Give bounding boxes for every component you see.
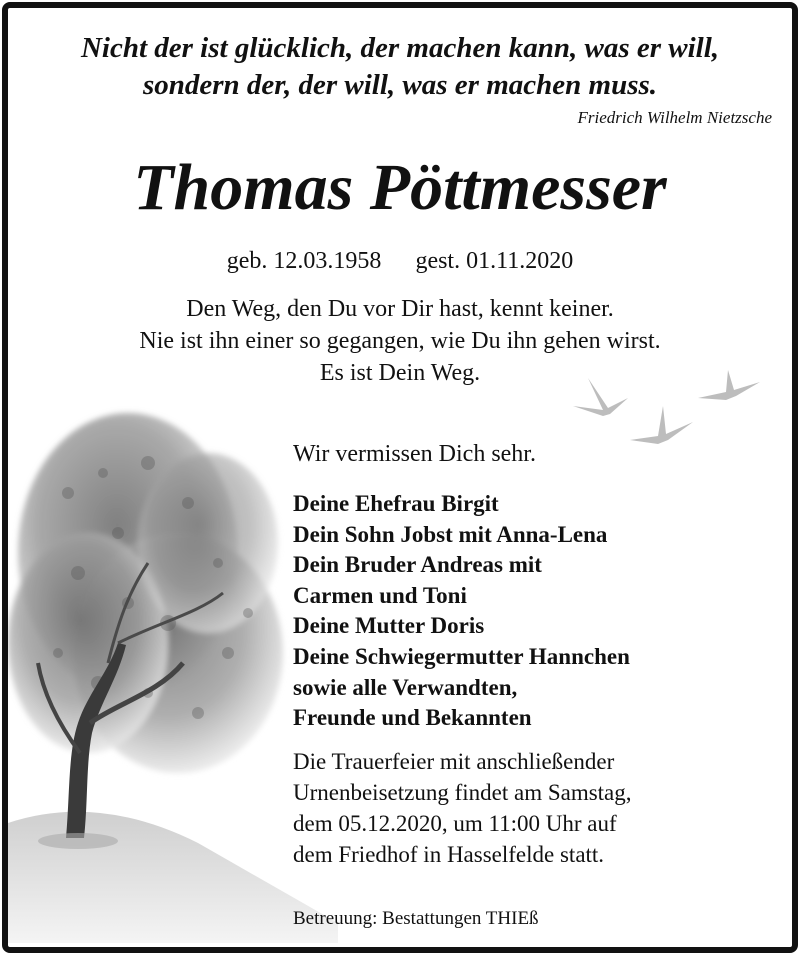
life-dates xyxy=(8,248,792,275)
funeral-line: dem Friedhof in Hasselfelde statt. xyxy=(293,842,605,867)
verse-line-3: Es ist Dein Weg. xyxy=(319,360,481,386)
funeral-home-credit: Betreuung: Bestattungen THIEß xyxy=(293,908,539,929)
mourner-line: Deine Mutter Doris xyxy=(293,613,485,639)
funeral-line: Urnenbeisetzung findet am Samstag, xyxy=(293,780,632,805)
deceased-name: Thomas Pöttmesser xyxy=(133,151,667,224)
tree-illustration xyxy=(8,393,338,943)
mourner-line: Carmen und Toni xyxy=(293,582,467,608)
death-date: gest. 01.11.2020 xyxy=(415,248,574,274)
quote-line-2: sondern der, der will, was er machen muss. xyxy=(142,69,658,101)
mourner-line: Dein Sohn Jobst mit Anna-Lena xyxy=(293,521,608,547)
mourners-intro: Wir vermissen Dich sehr. xyxy=(293,441,536,467)
funeral-info xyxy=(293,746,632,870)
mourner-line: Dein Bruder Andreas mit xyxy=(293,552,542,578)
mourner-line: Freunde und Bekannten xyxy=(293,705,532,731)
funeral-line: dem 05.12.2020, um 11:00 Uhr auf xyxy=(293,811,617,836)
mourner-line: Deine Ehefrau Birgit xyxy=(293,491,499,516)
verse-line-2: Nie ist ihn einer so gegangen, wie Du ihn gehen wirst. xyxy=(139,328,661,354)
mourners-list xyxy=(293,489,630,734)
birth-date: geb. 12.03.1958 xyxy=(226,248,382,274)
mourner-line: sowie alle Verwandten, xyxy=(293,674,518,700)
quote-line-1: Nicht der ist glücklich, der machen kann, was er will, xyxy=(80,32,720,64)
funeral-line: Die Trauerfeier mit anschließender xyxy=(293,749,615,774)
quote xyxy=(8,30,792,104)
mourner-line: Deine Schwiegermutter Hannchen xyxy=(293,643,630,669)
verse-line-1: Den Weg, den Du vor Dir hast, kennt keiner. xyxy=(186,296,614,322)
obituary-frame xyxy=(2,2,798,953)
flying-birds-illustration xyxy=(568,368,768,458)
quote-author: Friedrich Wilhelm Nietzsche xyxy=(577,108,772,127)
